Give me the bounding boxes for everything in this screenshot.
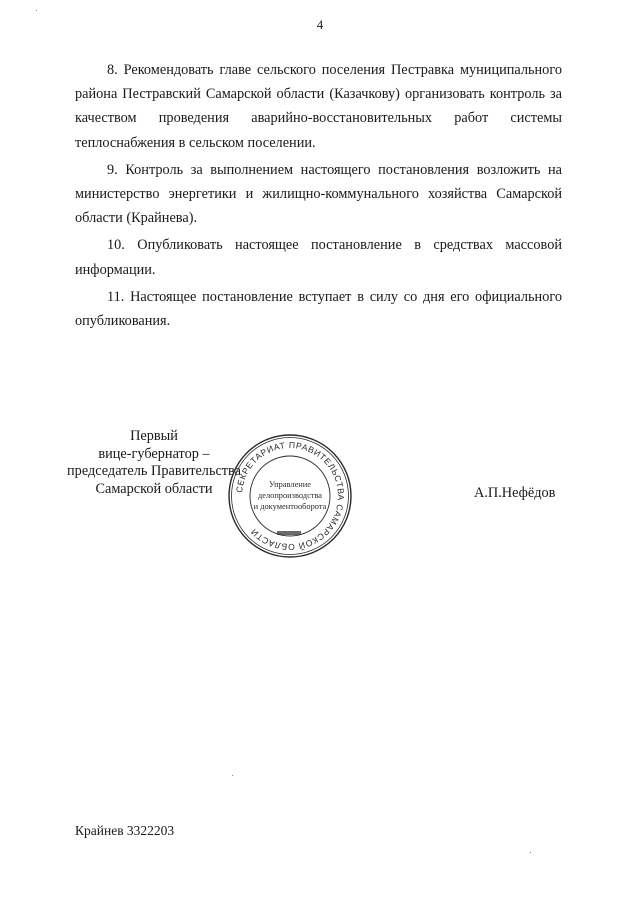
seal-ring-text: СЕКРЕТАРИАТ ПРАВИТЕЛЬСТВА САМАРСКОЙ ОБЛАСТИ bbox=[234, 439, 347, 553]
scan-speck bbox=[36, 10, 37, 11]
official-seal bbox=[227, 433, 353, 559]
signatory-name: А.П.Нефёдов bbox=[474, 485, 556, 501]
paragraph-9: 9. Контроль за выполнением настоящего постановления возложить на министерство энергетики и жилищно-коммунального хозяйства Самарской области (Крайнева). bbox=[75, 161, 562, 227]
page-number: 4 bbox=[316, 17, 324, 32]
seal-center-line: делопроизводства bbox=[257, 491, 323, 500]
paragraph-11: 11. Настоящее постановление вступает в силу со дня его официального опубликования. bbox=[75, 288, 562, 330]
seal-number-mark bbox=[277, 531, 301, 535]
scan-speck bbox=[232, 775, 233, 776]
scan-speck bbox=[530, 852, 531, 853]
document-body bbox=[75, 58, 562, 336]
executor-contact: Крайнев 3322203 bbox=[75, 823, 175, 838]
seal-center-line: Управление bbox=[268, 480, 312, 489]
signatory-title-line: Самарской области bbox=[95, 480, 213, 497]
signatory-title-line: Первый bbox=[130, 428, 178, 444]
seal-graphic bbox=[227, 433, 353, 559]
signatory-title-line: вице-губернатор – bbox=[98, 445, 210, 462]
paragraph-10: 10. Опубликовать настоящее постановление в средствах массовой информации. bbox=[75, 237, 562, 278]
seal-center-line: и документооборота bbox=[253, 502, 327, 511]
signatory-title-line: председатель Правительства bbox=[67, 463, 241, 479]
paragraph-8: 8. Рекомендовать главе сельского поселения Пестравка муниципального района Пестравский Самарской области (Казачкову) организовать контроль за качеством проведения аварийно-восстановительных работ системы теплоснабжения в сельском поселении. bbox=[75, 62, 562, 151]
